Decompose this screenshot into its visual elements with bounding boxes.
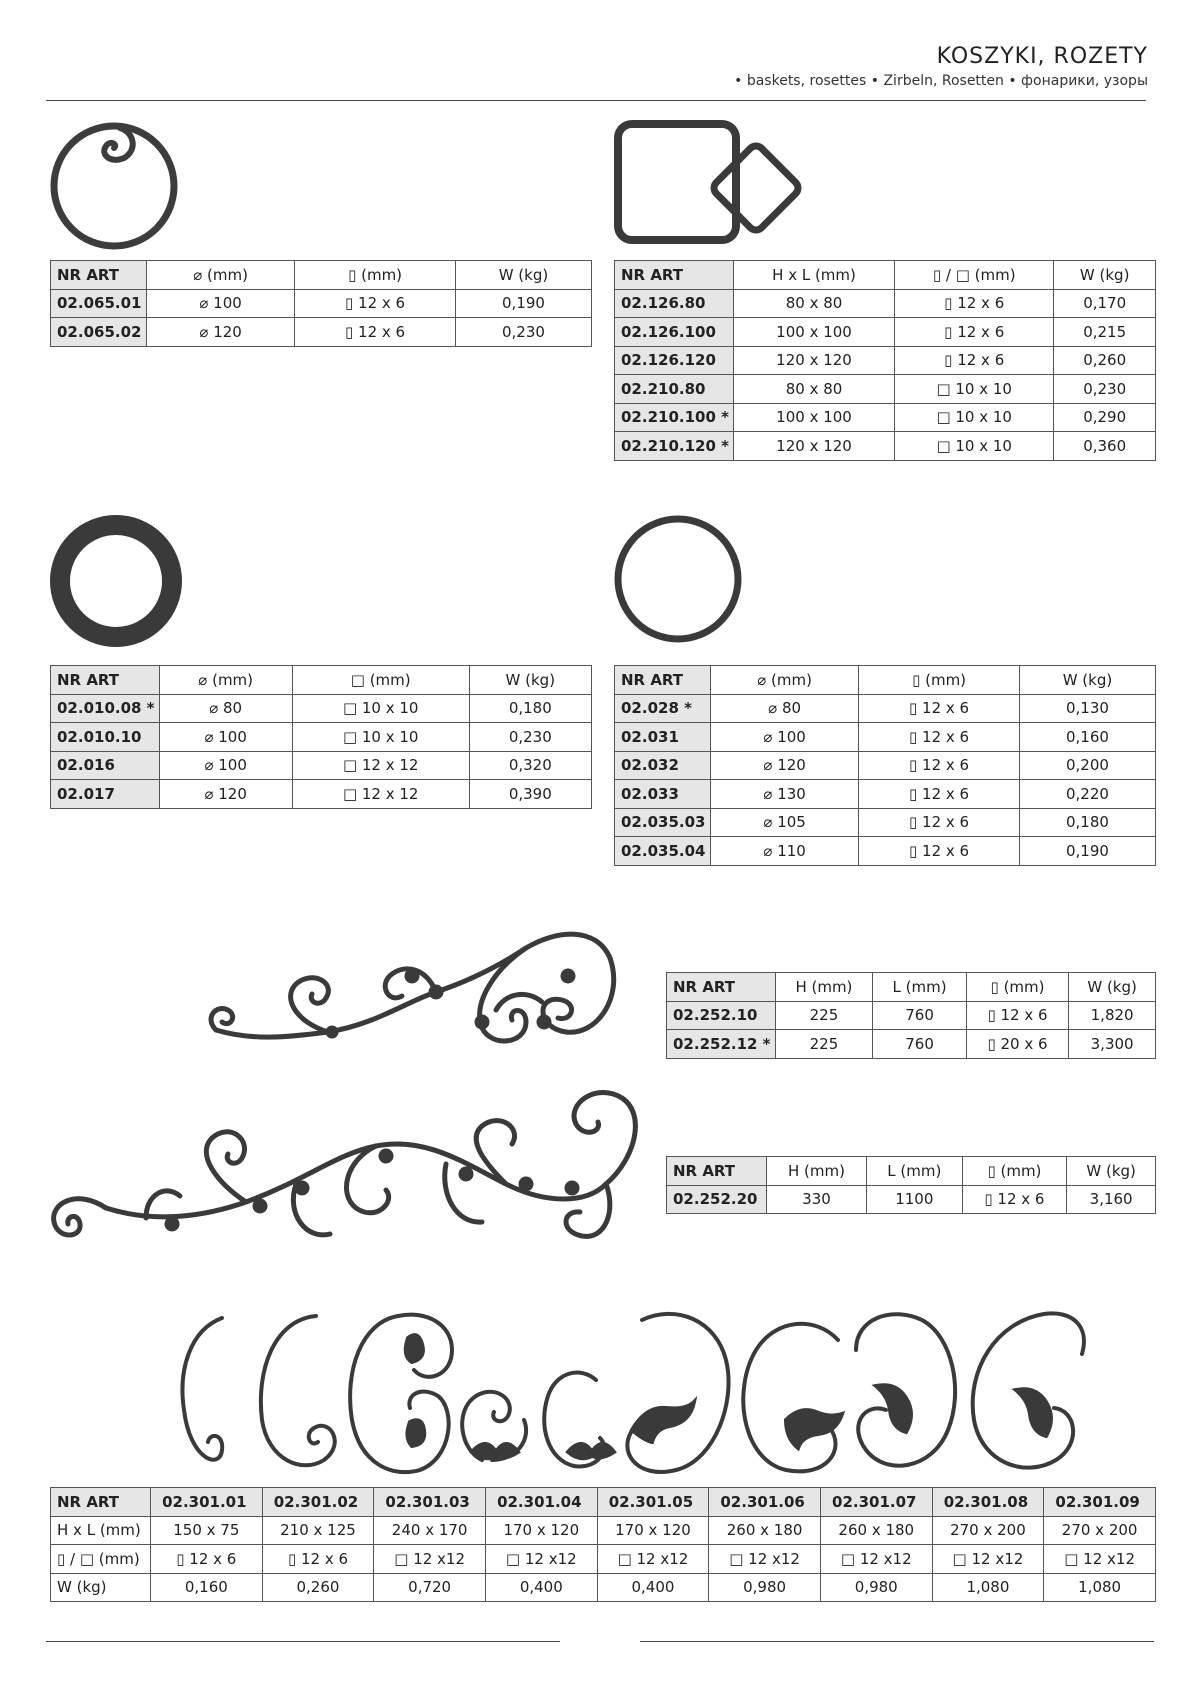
column-header: ⌀ (mm) [147,261,295,290]
table-cell: 0,360 [1054,432,1156,461]
flat-ring-icon [48,512,186,650]
column-header: W (kg) [455,261,591,290]
table-cell: 0,170 [1054,289,1156,318]
article-number: 02.031 [615,723,711,752]
article-number: 02.301.07 [820,1488,932,1517]
table-cell: ▯ 12 x 6 [895,289,1054,318]
table-row [667,1030,1156,1059]
table-cell: 225 [775,1001,873,1030]
table-row [51,1573,1156,1602]
table-cell: ⌀ 100 [147,289,295,318]
table-cell: ⌀ 100 [159,751,292,780]
table-cell: 0,390 [469,780,591,809]
table-cell: 170 x 120 [597,1516,709,1545]
spec-table-thin-rings [614,665,1156,866]
table-row [615,694,1156,723]
column-header: ⌀ (mm) [711,666,859,695]
table-cell: 1,080 [932,1573,1044,1602]
table-row [615,432,1156,461]
table-cell: 0,320 [469,751,591,780]
table-row [615,346,1156,375]
article-number: 02.301.05 [597,1488,709,1517]
table-cell: 0,180 [469,694,591,723]
article-number: 02.126.120 [615,346,734,375]
article-number: 02.210.80 [615,375,734,404]
article-number: 02.301.02 [262,1488,374,1517]
table-cell: □ 12 x12 [485,1545,597,1574]
table-cell: □ 12 x12 [932,1545,1044,1574]
article-number: 02.028 * [615,694,711,723]
column-header: ▯ (mm) [295,261,456,290]
table-cell: 0,400 [485,1573,597,1602]
column-header: H (mm) [775,973,873,1002]
table-cell: ⌀ 110 [711,837,859,866]
article-number: 02.035.03 [615,808,711,837]
column-header: W (kg) [1069,973,1156,1002]
thin-ring-icon [612,512,748,648]
table-cell: 240 x 170 [374,1516,486,1545]
table-cell: □ 12 x12 [1044,1545,1156,1574]
table-row [51,723,592,752]
table-cell: □ 10 x 10 [895,403,1054,432]
article-number: 02.010.10 [51,723,160,752]
table-cell: 0,160 [1019,723,1155,752]
article-number: 02.301.03 [374,1488,486,1517]
table-row [51,1545,1156,1574]
article-number: 02.126.80 [615,289,734,318]
table-cell: 0,220 [1019,780,1155,809]
table-cell: ▯ 12 x 6 [295,289,456,318]
article-number: 02.126.100 [615,318,734,347]
article-number: 02.035.04 [615,837,711,866]
table-cell: 0,980 [820,1573,932,1602]
table-cell: ▯ 12 x 6 [262,1545,374,1574]
table-cell: 3,300 [1069,1030,1156,1059]
table-cell: 1100 [867,1185,963,1214]
row-header: ▯ / □ (mm) [51,1545,151,1574]
column-header: ▯ (mm) [859,666,1020,695]
table-row [615,375,1156,404]
table-cell: □ 12 x 12 [292,780,469,809]
table-cell: 0,230 [1054,375,1156,404]
table-row [51,694,592,723]
table-cell: 0,130 [1019,694,1155,723]
row-header: H x L (mm) [51,1516,151,1545]
column-header: H (mm) [767,1157,867,1186]
table-cell: □ 12 x 12 [292,751,469,780]
table-cell: 120 x 120 [733,346,894,375]
table-row [51,318,592,347]
table-cell: ▯ 12 x 6 [966,1001,1068,1030]
table-row [51,289,592,318]
article-number: 02.301.01 [151,1488,263,1517]
column-header: NR ART [51,666,160,695]
table-cell: □ 12 x12 [709,1545,821,1574]
table-cell: 80 x 80 [733,375,894,404]
article-number: 02.010.08 * [51,694,160,723]
table-cell: ▯ 12 x 6 [295,318,456,347]
article-number: 02.301.06 [709,1488,821,1517]
table-row [51,751,592,780]
table-cell: 0,980 [709,1573,821,1602]
table-cell: 260 x 180 [709,1516,821,1545]
column-header: NR ART [667,973,776,1002]
column-header: W (kg) [1019,666,1155,695]
article-number: 02.033 [615,780,711,809]
table-cell: ⌀ 100 [711,723,859,752]
table-row [615,403,1156,432]
table-cell: 0,200 [1019,751,1155,780]
table-row [615,723,1156,752]
article-number: 02.252.12 * [667,1030,776,1059]
spec-table-scroll-panel-2 [666,1156,1156,1214]
table-cell: ⌀ 80 [159,694,292,723]
column-header: NR ART [51,261,147,290]
table-cell: ▯ 12 x 6 [895,346,1054,375]
table-cell: ⌀ 120 [147,318,295,347]
table-cell: 0,230 [455,318,591,347]
table-cell: 0,160 [151,1573,263,1602]
table-cell: ▯ 12 x 6 [859,694,1020,723]
table-cell: 260 x 180 [820,1516,932,1545]
table-cell: 0,230 [469,723,591,752]
table-row [615,780,1156,809]
table-cell: □ 12 x12 [820,1545,932,1574]
column-header: W (kg) [469,666,591,695]
table-row [51,1488,1156,1517]
table-cell: □ 10 x 10 [895,375,1054,404]
table-cell: 100 x 100 [733,318,894,347]
table-cell: 0,260 [1054,346,1156,375]
table-cell: ▯ 12 x 6 [859,751,1020,780]
table-row [615,318,1156,347]
article-number: 02.065.01 [51,289,147,318]
article-number: 02.252.10 [667,1001,776,1030]
table-cell: ▯ 12 x 6 [859,837,1020,866]
table-cell: 170 x 120 [485,1516,597,1545]
table-cell: 0,215 [1054,318,1156,347]
article-number: 02.065.02 [51,318,147,347]
article-number: 02.210.120 * [615,432,734,461]
table-cell: ▯ 12 x 6 [859,723,1020,752]
table-cell: ▯ 12 x 6 [859,808,1020,837]
table-cell: 270 x 200 [932,1516,1044,1545]
table-cell: ⌀ 105 [711,808,859,837]
row-header: W (kg) [51,1573,151,1602]
table-cell: □ 12 x12 [374,1545,486,1574]
table-cell: 0,180 [1019,808,1155,837]
header-divider [46,100,1146,101]
article-number: 02.301.09 [1044,1488,1156,1517]
table-row [615,289,1156,318]
table-cell: 3,160 [1067,1185,1156,1214]
table-cell: 120 x 120 [733,432,894,461]
square-rings-icon [612,118,812,246]
table-cell: □ 10 x 10 [292,723,469,752]
table-cell: 0,290 [1054,403,1156,432]
table-cell: ▯ 12 x 6 [962,1185,1067,1214]
column-header: L (mm) [873,973,966,1002]
table-cell: 760 [873,1030,966,1059]
table-cell: 0,260 [262,1573,374,1602]
spec-table-scroll-panel-1 [666,972,1156,1059]
column-header: NR ART [615,666,711,695]
footer-divider-left [46,1641,560,1642]
table-cell: 225 [775,1030,873,1059]
column-header: NR ART [667,1157,767,1186]
table-cell: ▯ 20 x 6 [966,1030,1068,1059]
spec-table-flat-rings [50,665,592,809]
table-row [667,1185,1156,1214]
column-header: W (kg) [1067,1157,1156,1186]
table-cell: ⌀ 80 [711,694,859,723]
table-cell: 150 x 75 [151,1516,263,1545]
column-header: □ (mm) [292,666,469,695]
scroll-panel-icon [46,1084,658,1256]
table-cell: 270 x 200 [1044,1516,1156,1545]
table-row [51,1516,1156,1545]
spiral-ring-icon [48,118,182,252]
article-number: 02.210.100 * [615,403,734,432]
table-cell: ▯ 12 x 6 [859,780,1020,809]
article-number: 02.032 [615,751,711,780]
table-cell: 0,190 [1019,837,1155,866]
table-cell: 330 [767,1185,867,1214]
article-number: 02.252.20 [667,1185,767,1214]
footer-divider-right [640,1641,1154,1642]
spec-table-square-rings [614,260,1156,461]
column-header: ▯ (mm) [962,1157,1067,1186]
table-cell: ⌀ 120 [711,751,859,780]
spec-table-scroll-ornaments [50,1487,1156,1602]
page-title: KOSZYKI, ROZETY [936,44,1148,69]
table-cell: 80 x 80 [733,289,894,318]
column-header: H x L (mm) [733,261,894,290]
table-row [615,751,1156,780]
column-header: ▯ / □ (mm) [895,261,1054,290]
table-cell: □ 10 x 10 [895,432,1054,461]
table-cell: 0,190 [455,289,591,318]
column-header: W (kg) [1054,261,1156,290]
table-cell: 210 x 125 [262,1516,374,1545]
column-header: NR ART [615,261,734,290]
table-cell: ⌀ 120 [159,780,292,809]
table-cell: 1,080 [1044,1573,1156,1602]
table-row [667,1001,1156,1030]
table-cell: 100 x 100 [733,403,894,432]
article-number: 02.301.08 [932,1488,1044,1517]
page-subtitle: • baskets, rosettes • Zirbeln, Rosetten • фонарики, узоры [734,73,1148,89]
table-row [615,808,1156,837]
table-cell: 760 [873,1001,966,1030]
column-header: NR ART [51,1488,151,1517]
scroll-panel-icon [196,918,626,1054]
column-header: ⌀ (mm) [159,666,292,695]
spec-table-spiral-rings [50,260,592,347]
article-number: 02.016 [51,751,160,780]
table-cell: □ 12 x12 [597,1545,709,1574]
table-cell: 1,820 [1069,1001,1156,1030]
table-cell: ⌀ 130 [711,780,859,809]
table-cell: 0,720 [374,1573,486,1602]
article-number: 02.301.04 [485,1488,597,1517]
article-number: 02.017 [51,780,160,809]
table-row [615,837,1156,866]
scroll-ornament-icon [176,1310,1160,1480]
column-header: L (mm) [867,1157,963,1186]
column-header: ▯ (mm) [966,973,1068,1002]
table-cell: ▯ 12 x 6 [151,1545,263,1574]
table-cell: □ 10 x 10 [292,694,469,723]
table-row [51,780,592,809]
table-cell: ▯ 12 x 6 [895,318,1054,347]
table-cell: ⌀ 100 [159,723,292,752]
table-cell: 0,400 [597,1573,709,1602]
